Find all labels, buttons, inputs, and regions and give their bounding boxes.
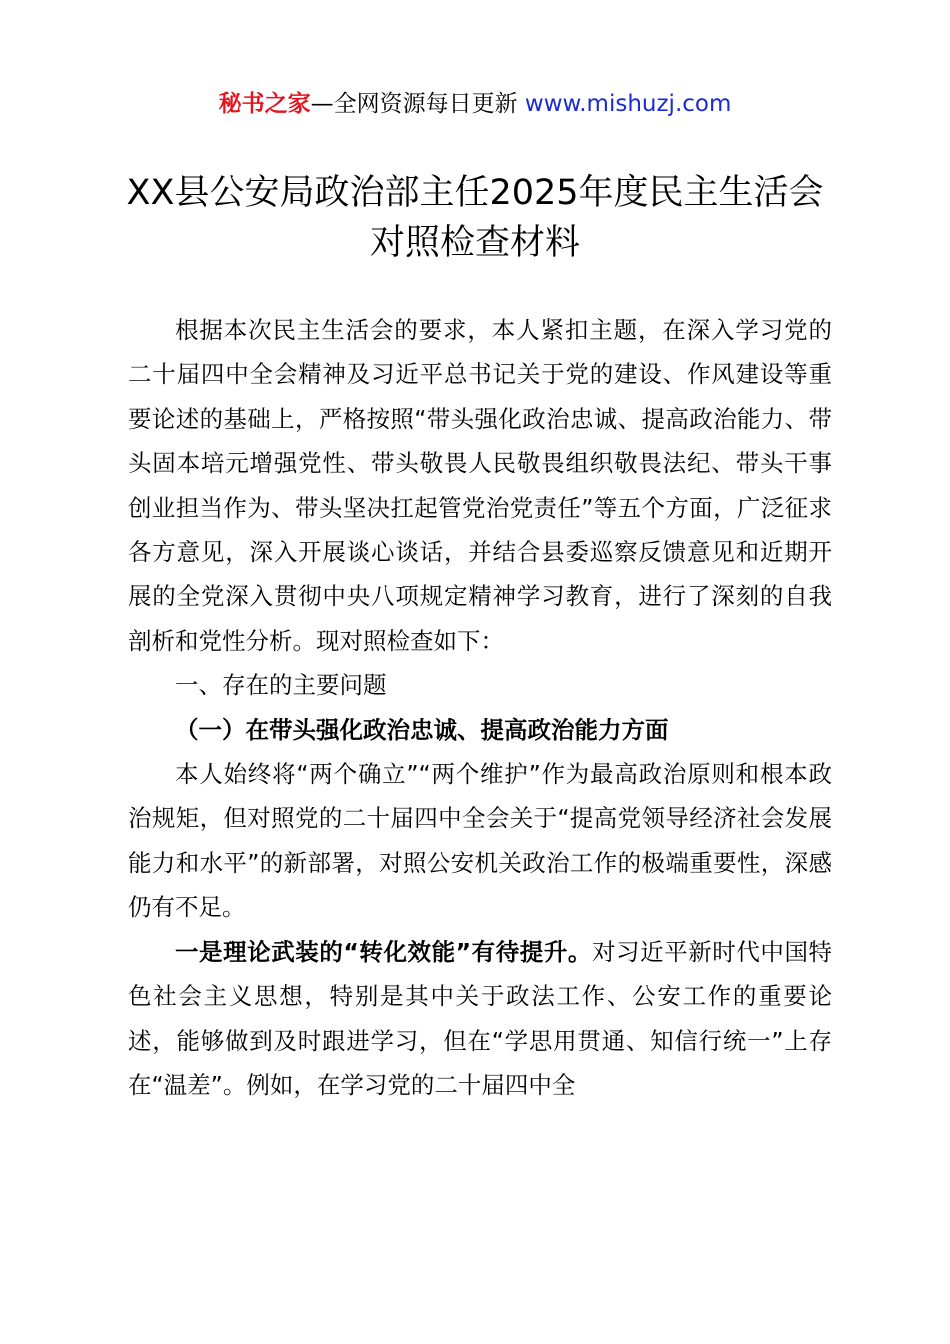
section-heading: 一、存在的主要问题 — [175, 671, 387, 700]
site-header — [0, 86, 950, 122]
site-brand: 秘书之家 — [218, 91, 311, 117]
site-tagline: —全网资源每日更新 — [310, 91, 518, 117]
body-paragraph: 本人始终将“两个确立”“两个维护”作为最高政治原则和根本政治规矩，但对照党的二十届四中全会关于“提高党领导经济社会发展能力和水平”的新部署，对照公安机关政治工作的极端重要性，深感仍有不足。 — [128, 760, 832, 922]
site-url-link[interactable]: www.mishuzj.com — [524, 91, 732, 117]
document-title: XX县公安局政治部主任2025年度民主生活会对照检查材料 — [126, 173, 824, 263]
intro-paragraph: 根据本次民主生活会的要求，本人紧扣主题，在深入学习党的二十届四中全会精神及习近平总书记关于党的建设、作风建设等重要论述的基础上，严格按照“带头强化政治忠诚、提高政治能力、带头固本培元增强党性、带头敬畏人民敬畏组织敬畏法纪、带头干事创业担当作为、带头坚决扛起管党治党责任”等五个方面，广泛征求各方意见，深入开展谈心谈话，并结合县委巡察反馈意见和近期开展的全党深入贯彻中央八项规定精神学习教育，进行了深刻的自我剖析和党性分析。现对照检查如下： — [128, 316, 832, 655]
subsection-heading: （一）在带头强化政治忠诚、提高政治能力方面 — [175, 715, 669, 744]
document-body — [128, 308, 832, 1107]
point-lead: 一是理论武装的“转化效能”有待提升。 — [175, 937, 592, 966]
point-paragraph — [128, 930, 832, 1108]
point-body: 对习近平新时代中国特色社会主义思想，特别是其中关于政法工作、公安工作的重要论述，能够做到及时跟进学习，但在“学思用贯通、知信行统一”上存在“温差”。例如，在学习党的二十届四中全 — [128, 937, 833, 1099]
